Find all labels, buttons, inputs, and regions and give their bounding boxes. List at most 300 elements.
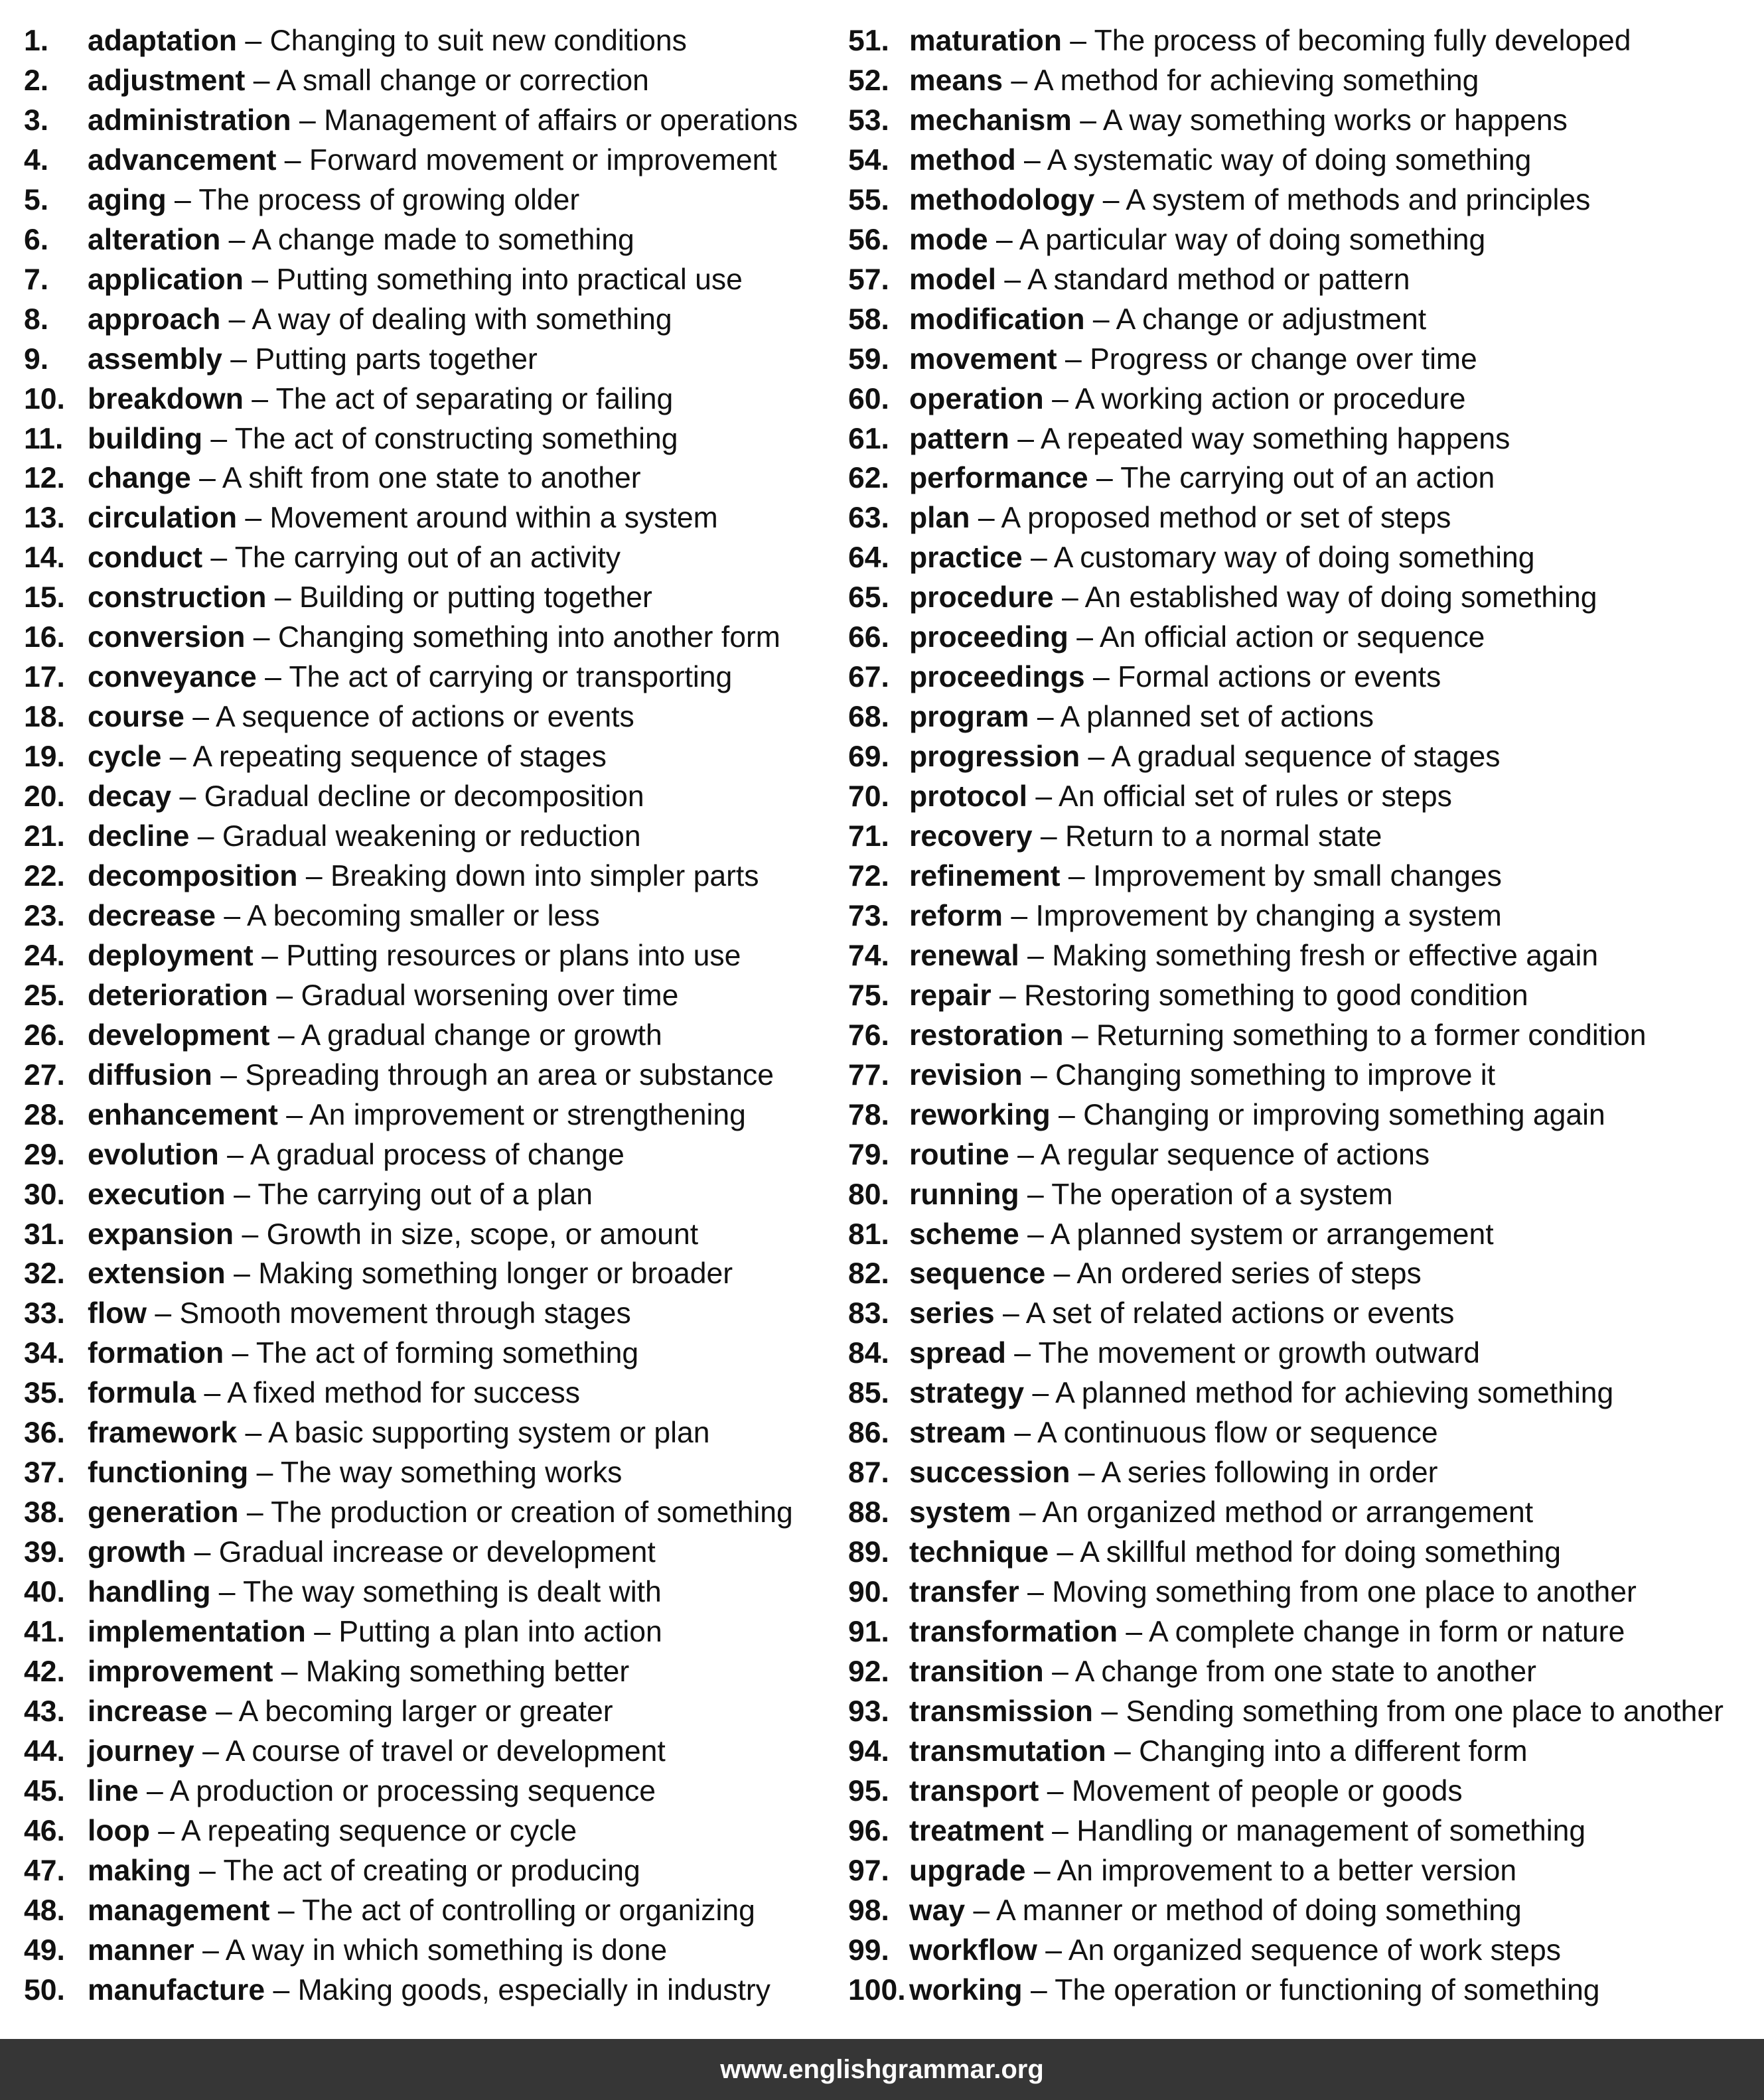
- item-separator: –: [166, 184, 199, 216]
- item-text: [88, 1135, 625, 1175]
- item-number: 19.: [24, 740, 65, 773]
- item-number: 89.: [848, 1536, 889, 1569]
- item-definition: A gradual sequence of stages: [1111, 740, 1501, 773]
- item-separator: –: [1070, 1456, 1102, 1489]
- item-text: [909, 737, 1501, 777]
- item-term: proceedings: [909, 661, 1085, 693]
- item-text: [909, 260, 1410, 300]
- item-term: proceeding: [909, 621, 1068, 654]
- item-term: construction: [88, 581, 267, 614]
- item-separator: –: [243, 263, 277, 296]
- item-text: [909, 61, 1479, 101]
- item-text: [88, 21, 687, 61]
- item-term: mode: [909, 224, 988, 256]
- item-text: [909, 180, 1590, 220]
- item-separator: –: [1037, 1934, 1068, 1967]
- item-term: sequence: [909, 1257, 1046, 1290]
- item-number: 50.: [24, 1974, 65, 2006]
- item-definition: An ordered series of steps: [1076, 1257, 1422, 1290]
- item-separator: –: [970, 502, 1001, 534]
- item-number: 59.: [848, 343, 889, 376]
- item-number: 28.: [24, 1099, 65, 1131]
- item-term: deterioration: [88, 979, 268, 1012]
- item-separator: –: [149, 1815, 181, 1847]
- item-definition: Making something better: [305, 1655, 630, 1688]
- item-number: 76.: [848, 1019, 889, 1052]
- item-separator: –: [269, 1894, 303, 1927]
- item-definition: Changing something to improve it: [1055, 1059, 1496, 1091]
- item-text: [909, 1453, 1438, 1493]
- item-text: [909, 1056, 1495, 1095]
- item-definition: Making something longer or broader: [258, 1257, 733, 1290]
- item-separator: –: [996, 263, 1028, 296]
- item-number: 10.: [24, 383, 65, 415]
- item-text: [88, 300, 672, 340]
- item-definition: Gradual worsening over time: [301, 979, 679, 1012]
- item-number: 33.: [24, 1297, 65, 1330]
- item-definition: A working action or procedure: [1074, 383, 1466, 415]
- item-separator: –: [297, 860, 331, 892]
- item-separator: –: [1061, 25, 1094, 57]
- item-number: 58.: [848, 303, 889, 336]
- item-separator: –: [1005, 1337, 1039, 1369]
- item-number: 73.: [848, 900, 889, 932]
- item-number: 70.: [848, 780, 889, 813]
- item-number: 1.: [24, 25, 49, 57]
- item-separator: –: [186, 1536, 219, 1569]
- item-term: mechanism: [909, 104, 1072, 137]
- item-number: 80.: [848, 1178, 889, 1211]
- item-text: [88, 618, 780, 658]
- item-separator: –: [1071, 104, 1103, 137]
- item-separator: –: [1045, 1257, 1077, 1290]
- item-term: formula: [88, 1377, 196, 1409]
- item-definition: An organized method or arrangement: [1042, 1496, 1534, 1529]
- item-number: 74.: [848, 940, 889, 972]
- item-term: expansion: [88, 1218, 234, 1251]
- item-term: diffusion: [88, 1059, 212, 1091]
- item-number: 83.: [848, 1297, 889, 1330]
- item-number: 36.: [24, 1417, 65, 1449]
- item-term: program: [909, 701, 1029, 733]
- item-number: 12.: [24, 462, 65, 494]
- item-definition: The carrying out of a plan: [257, 1178, 593, 1211]
- item-text: [909, 1931, 1561, 1971]
- item-text: [909, 697, 1374, 737]
- item-number: 23.: [24, 900, 65, 932]
- item-number: 41.: [24, 1616, 65, 1648]
- item-term: transition: [909, 1655, 1044, 1688]
- item-number: 68.: [848, 701, 889, 733]
- item-term: succession: [909, 1456, 1070, 1489]
- item-separator: –: [1027, 780, 1059, 813]
- item-number: 49.: [24, 1934, 65, 1967]
- item-number: 43.: [24, 1695, 65, 1728]
- item-separator: –: [218, 1139, 250, 1171]
- item-definition: Smooth movement through stages: [179, 1297, 631, 1330]
- item-term: practice: [909, 541, 1023, 574]
- item-definition: A series following in order: [1101, 1456, 1438, 1489]
- item-text: [909, 1851, 1516, 1891]
- item-term: breakdown: [88, 383, 244, 415]
- item-term: repair: [909, 979, 992, 1012]
- item-separator: –: [1060, 860, 1093, 892]
- item-separator: –: [202, 541, 235, 574]
- item-definition: A way of dealing with something: [252, 303, 672, 336]
- item-term: advancement: [88, 144, 277, 176]
- item-separator: –: [276, 144, 309, 176]
- item-text: [909, 1772, 1463, 1811]
- item-definition: A method for achieving something: [1034, 64, 1479, 97]
- item-text: [88, 1453, 622, 1493]
- item-text: [909, 220, 1485, 260]
- item-separator: –: [1025, 1855, 1057, 1887]
- item-text: [909, 1373, 1613, 1413]
- item-definition: The act of constructing something: [234, 423, 678, 455]
- item-text: [88, 896, 600, 936]
- item-text: [88, 458, 641, 498]
- item-number: 55.: [848, 184, 889, 216]
- item-separator: –: [1043, 1815, 1077, 1847]
- item-separator: –: [1039, 1775, 1072, 1807]
- item-number: 72.: [848, 860, 889, 892]
- item-definition: A planned set of actions: [1060, 701, 1374, 733]
- item-term: execution: [88, 1178, 226, 1211]
- item-term: implementation: [88, 1616, 306, 1648]
- item-text: [909, 1254, 1422, 1294]
- item-definition: A proposed method or set of steps: [1001, 502, 1451, 534]
- item-separator: –: [210, 1576, 244, 1608]
- item-term: refinement: [909, 860, 1061, 892]
- item-definition: An established way of doing something: [1084, 581, 1597, 614]
- item-term: line: [88, 1775, 139, 1807]
- item-definition: A manner or method of doing something: [996, 1894, 1522, 1927]
- item-definition: A systematic way of doing something: [1047, 144, 1532, 176]
- item-separator: –: [1029, 701, 1061, 733]
- item-separator: –: [1019, 1218, 1051, 1251]
- item-number: 64.: [848, 541, 889, 574]
- item-separator: –: [245, 621, 278, 654]
- item-number: 24.: [24, 940, 65, 972]
- item-term: workflow: [909, 1934, 1037, 1967]
- item-number: 54.: [848, 144, 889, 176]
- item-number: 3.: [24, 104, 49, 137]
- item-text: [88, 1533, 656, 1573]
- item-separator: –: [994, 1297, 1026, 1330]
- item-definition: The act of separating or failing: [275, 383, 674, 415]
- item-definition: Building or putting together: [299, 581, 652, 614]
- item-text: [88, 498, 718, 538]
- item-number: 99.: [848, 1934, 889, 1967]
- item-number: 57.: [848, 263, 889, 296]
- item-term: management: [88, 1894, 270, 1927]
- item-text: [909, 1095, 1605, 1135]
- item-text: [88, 61, 649, 101]
- item-term: routine: [909, 1139, 1009, 1171]
- item-term: series: [909, 1297, 995, 1330]
- item-number: 94.: [848, 1735, 889, 1768]
- item-text: [909, 777, 1452, 817]
- item-number: 53.: [848, 104, 889, 137]
- item-separator: –: [1063, 1019, 1096, 1052]
- item-text: [88, 1573, 662, 1612]
- item-term: reform: [909, 900, 1003, 932]
- item-definition: Returning something to a former condition: [1096, 1019, 1647, 1052]
- item-separator: –: [1084, 303, 1116, 336]
- item-definition: Breaking down into simpler parts: [330, 860, 759, 892]
- item-separator: –: [1106, 1735, 1139, 1768]
- item-text: [909, 1891, 1522, 1931]
- item-number: 66.: [848, 621, 889, 654]
- item-separator: –: [256, 661, 289, 693]
- item-definition: A fixed method for success: [227, 1377, 581, 1409]
- item-separator: –: [1015, 144, 1047, 176]
- item-number: 47.: [24, 1855, 65, 1887]
- item-definition: Improvement by changing a system: [1035, 900, 1502, 932]
- item-text: [88, 1851, 640, 1891]
- item-term: loop: [88, 1815, 150, 1847]
- item-number: 56.: [848, 224, 889, 256]
- item-definition: A planned method for achieving something: [1055, 1377, 1614, 1409]
- item-definition: A way something works or happens: [1102, 104, 1568, 137]
- item-term: deployment: [88, 940, 254, 972]
- item-separator: –: [194, 1934, 226, 1967]
- item-definition: The act of creating or producing: [223, 1855, 640, 1887]
- item-number: 8.: [24, 303, 49, 336]
- item-number: 22.: [24, 860, 65, 892]
- item-number: 100.: [848, 1974, 906, 2006]
- item-separator: –: [273, 1655, 306, 1688]
- item-separator: –: [988, 224, 1019, 256]
- item-definition: Spreading through an area or substance: [245, 1059, 774, 1091]
- item-separator: –: [189, 820, 222, 853]
- item-text: [88, 1971, 771, 2010]
- item-definition: A set of related actions or events: [1025, 1297, 1455, 1330]
- item-definition: A complete change in form or nature: [1149, 1616, 1625, 1648]
- item-number: 31.: [24, 1218, 65, 1251]
- item-text: [909, 896, 1502, 936]
- item-definition: Handling or management of something: [1076, 1815, 1586, 1847]
- item-term: assembly: [88, 343, 222, 376]
- item-term: making: [88, 1855, 191, 1887]
- item-number: 30.: [24, 1178, 65, 1211]
- item-text: [88, 220, 634, 260]
- item-text: [909, 300, 1426, 340]
- item-separator: –: [267, 979, 301, 1012]
- item-separator: –: [184, 701, 216, 733]
- item-text: [88, 260, 743, 300]
- item-number: 27.: [24, 1059, 65, 1091]
- item-definition: A standard method or pattern: [1027, 263, 1410, 296]
- item-number: 6.: [24, 224, 49, 256]
- item-term: conveyance: [88, 661, 257, 693]
- item-separator: –: [1049, 1536, 1080, 1569]
- item-term: transformation: [909, 1616, 1118, 1648]
- item-number: 35.: [24, 1377, 65, 1409]
- item-number: 2.: [24, 64, 49, 97]
- item-term: running: [909, 1178, 1019, 1211]
- item-separator: –: [1043, 1655, 1075, 1688]
- item-number: 90.: [848, 1576, 889, 1608]
- item-number: 71.: [848, 820, 889, 853]
- item-number: 20.: [24, 780, 65, 813]
- item-separator: –: [190, 462, 222, 494]
- item-text: [909, 1533, 1561, 1573]
- item-text: [88, 857, 759, 896]
- item-separator: –: [991, 979, 1025, 1012]
- item-definition: A repeating sequence or cycle: [181, 1815, 577, 1847]
- item-number: 78.: [848, 1099, 889, 1131]
- item-number: 4.: [24, 144, 49, 176]
- item-term: framework: [88, 1417, 238, 1449]
- item-number: 61.: [848, 423, 889, 455]
- item-text: [88, 1215, 698, 1255]
- item-definition: Restoring something to good condition: [1024, 979, 1528, 1012]
- item-separator: –: [1003, 64, 1035, 97]
- item-number: 7.: [24, 263, 49, 296]
- item-definition: Improvement by small changes: [1092, 860, 1502, 892]
- item-separator: –: [269, 1019, 301, 1052]
- item-definition: Making something fresh or effective again: [1052, 940, 1599, 972]
- item-definition: A production or processing sequence: [169, 1775, 656, 1807]
- item-separator: –: [207, 1695, 239, 1728]
- footer-website[interactable]: www.englishgrammar.org: [720, 2055, 1044, 2084]
- item-text: [909, 1175, 1393, 1215]
- item-term: journey: [88, 1735, 194, 1768]
- item-separator: –: [238, 1496, 271, 1529]
- item-separator: –: [224, 1337, 256, 1369]
- item-text: [88, 1413, 709, 1453]
- item-number: 60.: [848, 383, 889, 415]
- item-term: performance: [909, 462, 1088, 494]
- item-definition: A repeating sequence of stages: [192, 740, 607, 773]
- item-text: [88, 1373, 580, 1413]
- item-number: 81.: [848, 1218, 889, 1251]
- item-term: conduct: [88, 541, 203, 574]
- item-text: [909, 1652, 1536, 1692]
- item-definition: A way in which something is done: [225, 1934, 668, 1967]
- item-separator: –: [222, 343, 256, 376]
- item-separator: –: [253, 940, 287, 972]
- item-separator: –: [1019, 1576, 1053, 1608]
- item-number: 13.: [24, 502, 65, 534]
- item-separator: –: [1019, 1178, 1052, 1211]
- item-text: [909, 857, 1502, 896]
- item-text: [88, 1692, 613, 1732]
- item-term: way: [909, 1894, 966, 1927]
- item-separator: –: [1022, 541, 1054, 574]
- item-term: development: [88, 1019, 270, 1052]
- item-number: 18.: [24, 701, 65, 733]
- item-number: 37.: [24, 1456, 65, 1489]
- item-definition: A regular sequence of actions: [1040, 1139, 1430, 1171]
- item-number: 48.: [24, 1894, 65, 1927]
- item-text: [88, 936, 741, 976]
- item-text: [88, 777, 644, 817]
- item-term: pattern: [909, 423, 1009, 455]
- item-term: extension: [88, 1257, 226, 1290]
- item-definition: Management of affairs or operations: [324, 104, 798, 137]
- item-definition: Movement around within a system: [269, 502, 718, 534]
- item-term: spread: [909, 1337, 1006, 1369]
- item-number: 16.: [24, 621, 65, 654]
- item-number: 84.: [848, 1337, 889, 1369]
- item-text: [88, 697, 634, 737]
- item-text: [909, 380, 1465, 419]
- item-definition: Return to a normal state: [1065, 820, 1382, 853]
- item-text: [909, 1135, 1430, 1175]
- item-term: decrease: [88, 900, 216, 932]
- item-definition: Formal actions or events: [1118, 661, 1441, 693]
- item-number: 44.: [24, 1735, 65, 1768]
- item-text: [909, 458, 1495, 498]
- item-term: transport: [909, 1775, 1039, 1807]
- item-term: technique: [909, 1536, 1049, 1569]
- item-term: means: [909, 64, 1003, 97]
- item-number: 40.: [24, 1576, 65, 1608]
- item-definition: Changing to suit new conditions: [269, 25, 687, 57]
- item-text: [88, 101, 798, 141]
- item-number: 26.: [24, 1019, 65, 1052]
- item-text: [909, 1692, 1724, 1732]
- item-definition: The carrying out of an activity: [234, 541, 621, 574]
- item-text: [909, 658, 1441, 697]
- item-text: [88, 1254, 733, 1294]
- item-separator: –: [171, 780, 204, 813]
- item-definition: The production or creation of something: [271, 1496, 793, 1529]
- item-text: [88, 1772, 656, 1811]
- item-term: method: [909, 144, 1016, 176]
- item-separator: –: [138, 1775, 170, 1807]
- item-separator: –: [277, 1099, 309, 1131]
- item-text: [909, 1612, 1625, 1652]
- item-definition: The act of controlling or organizing: [302, 1894, 755, 1927]
- item-separator: –: [1022, 1974, 1055, 2006]
- item-text: [909, 419, 1510, 459]
- item-number: 93.: [848, 1695, 889, 1728]
- item-term: change: [88, 462, 191, 494]
- item-term: decay: [88, 780, 172, 813]
- item-separator: –: [965, 1894, 997, 1927]
- item-term: recovery: [909, 820, 1033, 853]
- item-definition: Putting something into practical use: [276, 263, 743, 296]
- item-definition: The process of becoming fully developed: [1094, 25, 1631, 57]
- item-number: 42.: [24, 1655, 65, 1688]
- item-text: [88, 1891, 755, 1931]
- item-definition: A basic supporting system or plan: [268, 1417, 710, 1449]
- item-separator: –: [196, 1377, 228, 1409]
- item-term: administration: [88, 104, 291, 137]
- item-definition: The operation of a system: [1051, 1178, 1393, 1211]
- item-definition: A sequence of actions or events: [215, 701, 634, 733]
- item-separator: –: [291, 104, 325, 137]
- item-term: scheme: [909, 1218, 1019, 1251]
- item-definition: A change from one state to another: [1074, 1655, 1536, 1688]
- item-definition: Putting parts together: [255, 343, 538, 376]
- item-separator: –: [161, 740, 193, 773]
- item-separator: –: [225, 1257, 259, 1290]
- item-number: 14.: [24, 541, 65, 574]
- item-definition: Movement of people or goods: [1071, 1775, 1463, 1807]
- item-definition: A gradual process of change: [250, 1139, 625, 1171]
- item-definition: A change made to something: [252, 224, 634, 256]
- item-definition: A course of travel or development: [225, 1735, 666, 1768]
- item-number: 65.: [848, 581, 889, 614]
- item-number: 39.: [24, 1536, 65, 1569]
- item-term: transfer: [909, 1576, 1019, 1608]
- item-separator: –: [1009, 423, 1041, 455]
- item-term: adaptation: [88, 25, 237, 57]
